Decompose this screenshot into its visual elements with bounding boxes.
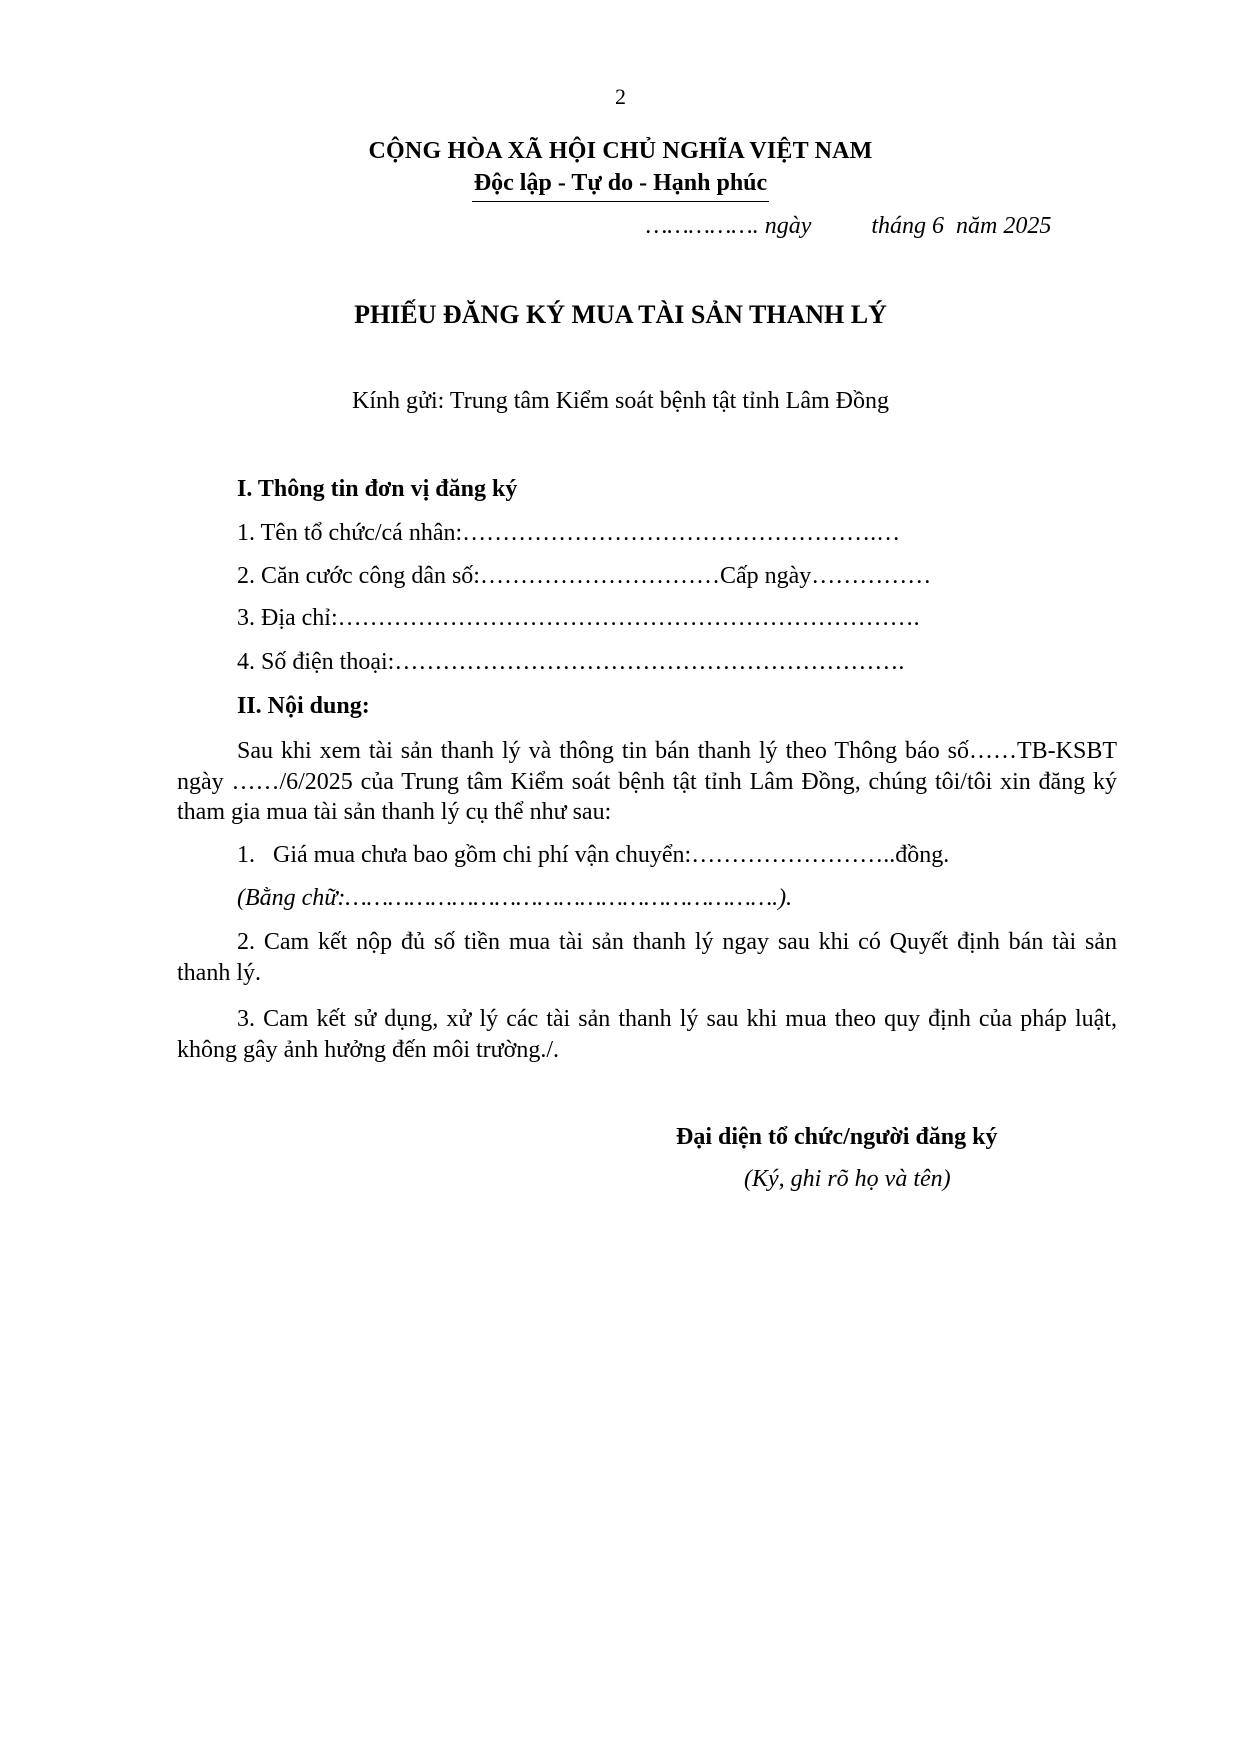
- field-address: 3. Địa chỉ:……………………………………………………………….: [237, 605, 920, 631]
- motto-container: [0, 170, 1241, 202]
- field-citizen-id: 2. Căn cước công dân số:…………………………Cấp ngày……………: [237, 563, 932, 589]
- field-organization-name: 1. Tên tổ chức/cá nhân:…………………………………………….…: [237, 520, 901, 546]
- date-line: ……………. ngày tháng 6 năm 2025: [646, 213, 1052, 239]
- form-title: PHIẾU ĐĂNG KÝ MUA TÀI SẢN THANH LÝ: [354, 300, 887, 329]
- section2-heading: II. Nội dung:: [237, 693, 370, 719]
- national-motto: Độc lập - Tự do - Hạnh phúc: [472, 170, 769, 202]
- field-phone: 4. Số điện thoại:……………………………………………………….: [237, 649, 905, 675]
- section1-heading: I. Thông tin đơn vị đăng ký: [237, 476, 518, 502]
- recipient-line: Kính gửi: Trung tâm Kiểm soát bệnh tật tỉnh Lâm Đồng: [352, 388, 889, 414]
- item-purchase-price: 1. Giá mua chưa bao gồm chi phí vận chuyển:……………………..đồng.: [237, 842, 950, 868]
- signer-title: Đại diện tổ chức/người đăng ký: [676, 1124, 998, 1150]
- signer-note: (Ký, ghi rõ họ và tên): [744, 1166, 951, 1192]
- page-number: 2: [615, 84, 626, 109]
- item-payment-commitment: 2. Cam kết nộp đủ số tiền mua tài sản thanh lý ngay sau khi có Quyết định bán tài sản thanh lý.: [177, 929, 1117, 986]
- item-usage-commitment: 3. Cam kết sử dụng, xử lý các tài sản thanh lý sau khi mua theo quy định của pháp luật, không gây ảnh hưởng đến môi trường./.: [177, 1006, 1117, 1063]
- intro-paragraph: Sau khi xem tài sản thanh lý và thông tin bán thanh lý theo Thông báo số……TB-KSBT ngày ……/6/2025 của Trung tâm Kiểm soát bệnh tật tỉnh Lâm Đồng, chúng tôi/tôi xin đăng ký tham gia mua tài sản thanh lý cụ thể như sau:: [177, 738, 1117, 825]
- amount-in-words: (Bằng chữ:…………………………………………………….).: [237, 885, 793, 911]
- country-name-heading: CỘNG HÒA XÃ HỘI CHỦ NGHĨA VIỆT NAM: [368, 138, 873, 164]
